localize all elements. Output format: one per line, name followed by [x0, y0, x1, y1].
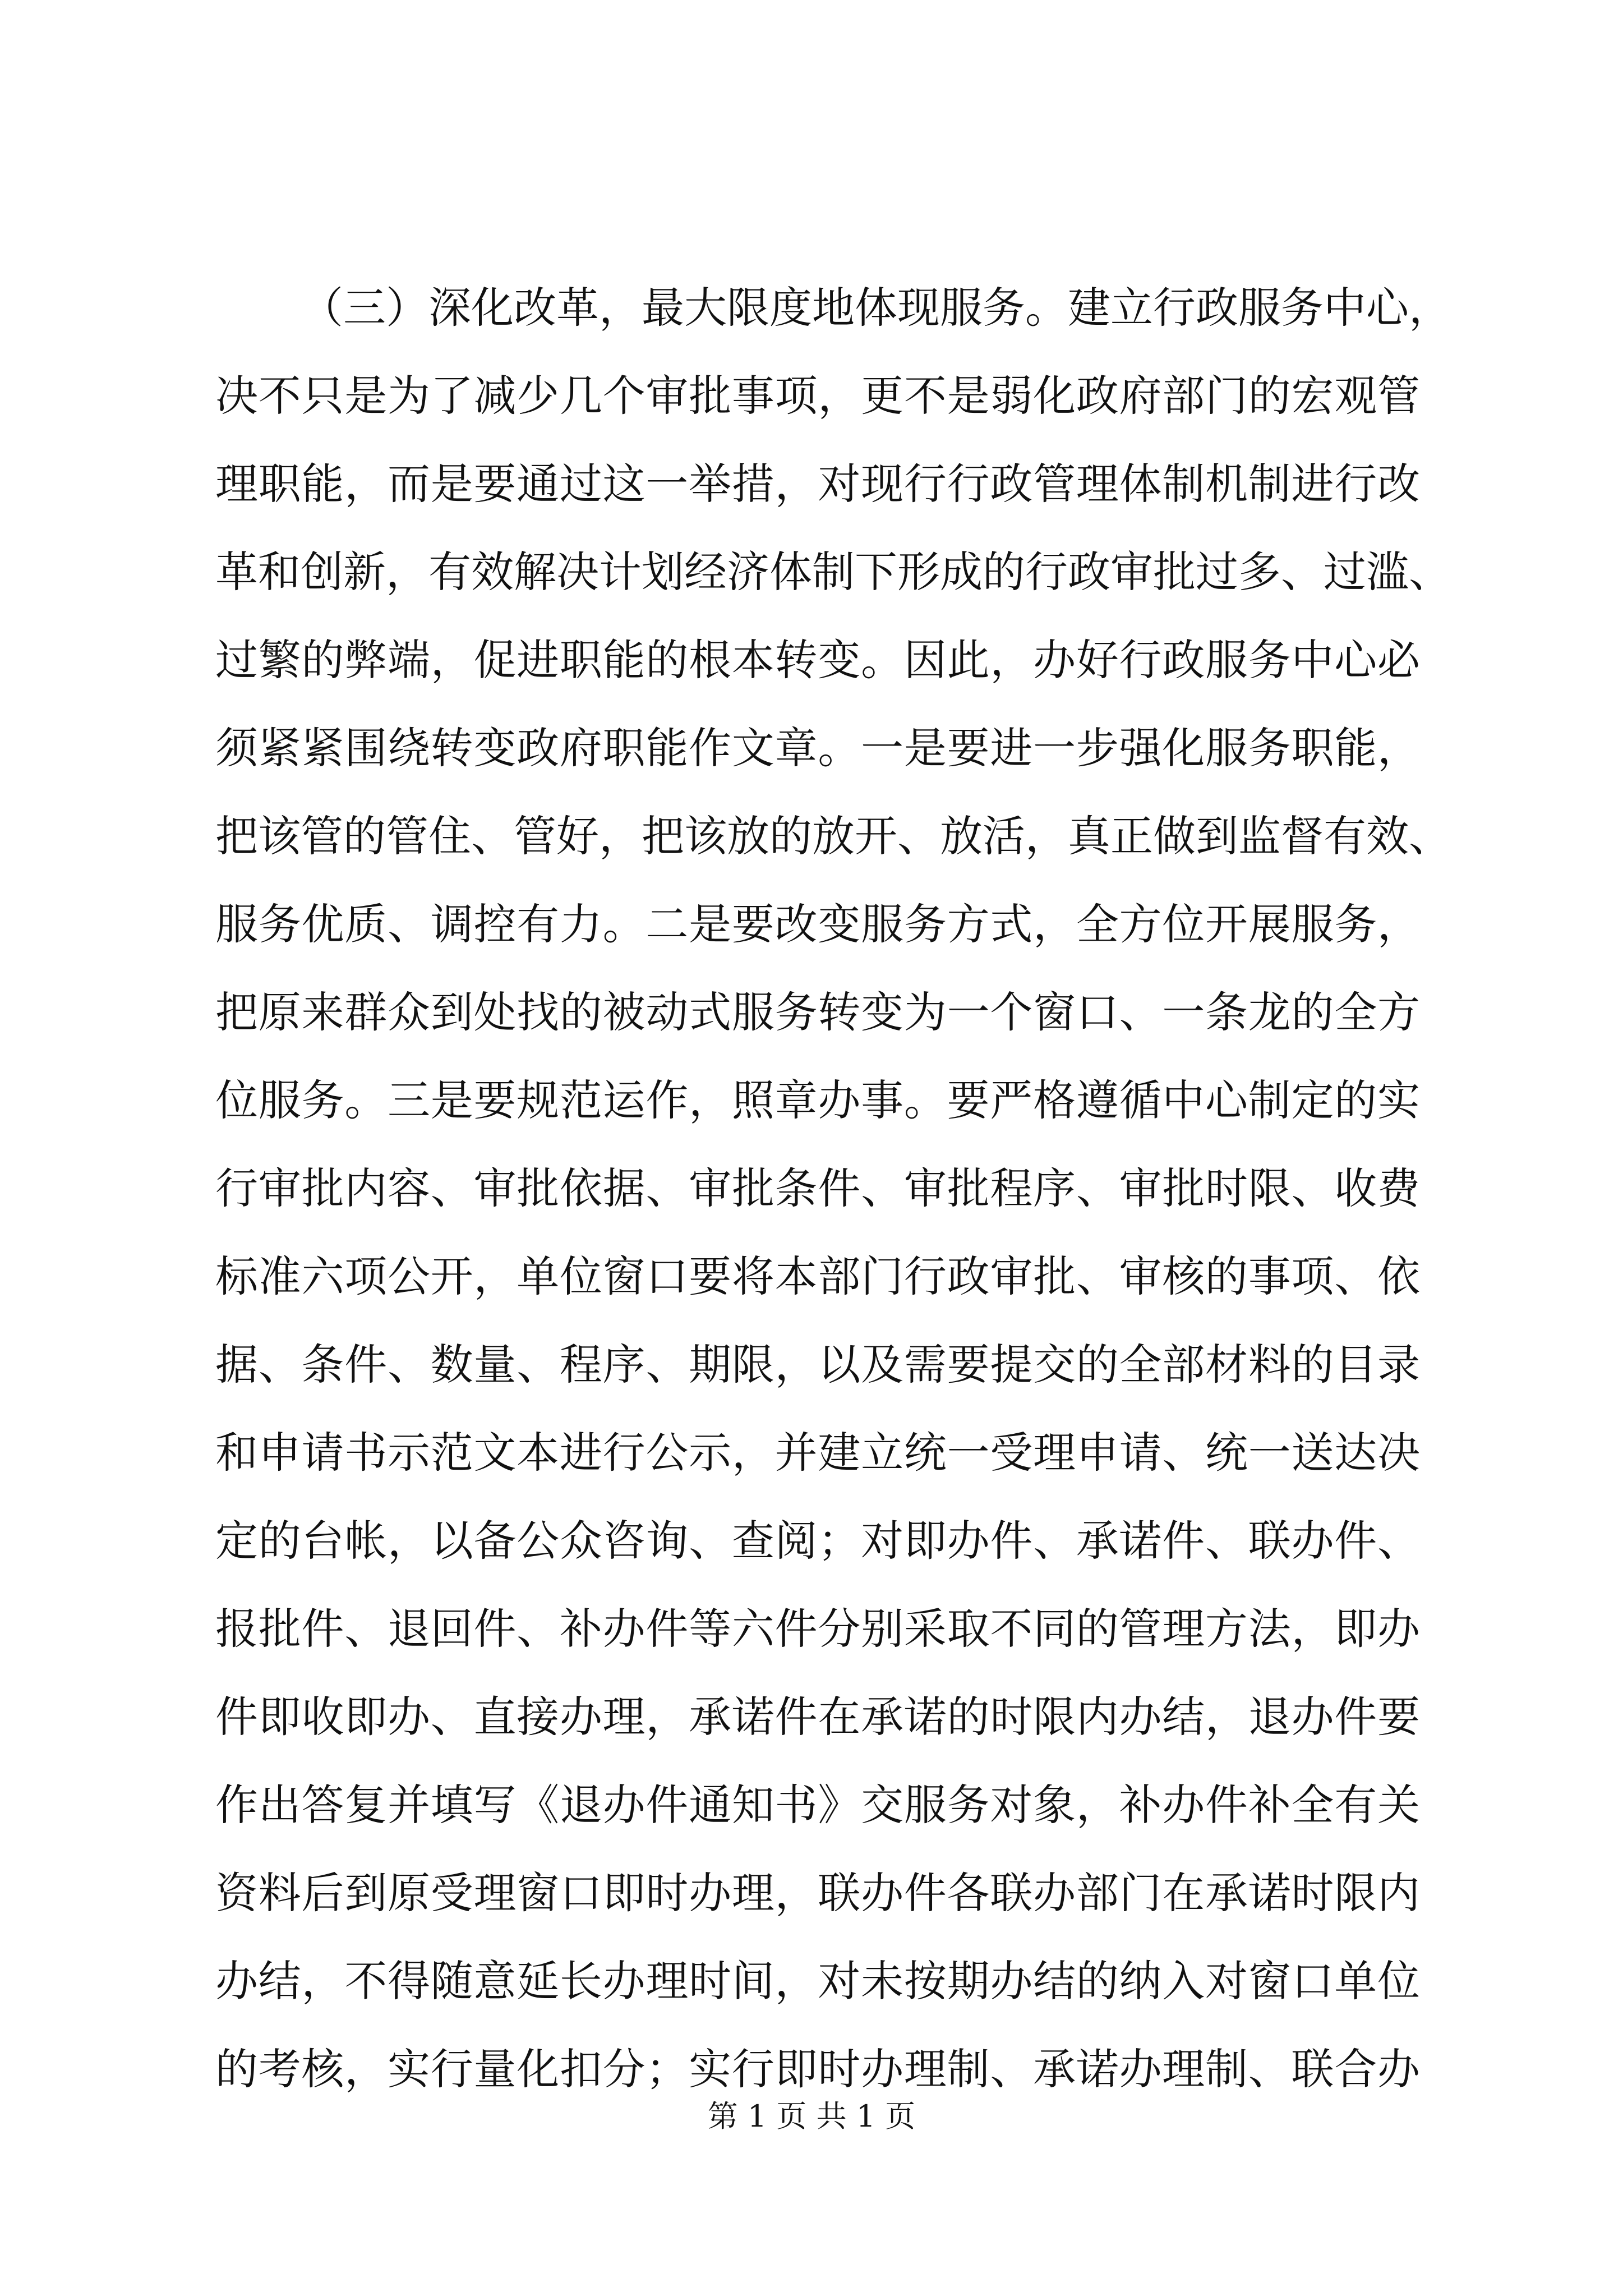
text-line: 行审批内容、审批依据、审批条件、审批程序、审批时限、收费	[215, 1163, 1420, 1213]
text-line: 的考核，实行量化扣分；实行即时办理制、承诺办理制、联合办	[215, 2044, 1420, 2094]
text-line: 把原来群众到处找的被动式服务转变为一个窗口、一条龙的全方	[215, 987, 1420, 1037]
text-line: 须紧紧围绕转变政府职能作文章。一是要进一步强化服务职能，	[215, 723, 1420, 773]
text-line: 和申请书示范文本进行公示，并建立统一受理申请、统一送达决	[215, 1428, 1420, 1478]
text-line: 报批件、退回件、补办件等六件分别采取不同的管理方法，即办	[215, 1604, 1420, 1654]
text-line: 作出答复并填写《退办件通知书》交服务对象，补办件补全有关	[215, 1780, 1420, 1830]
text-line: 服务优质、调控有力。二是要改变服务方式，全方位开展服务，	[215, 899, 1420, 949]
text-line: 过繁的弊端，促进职能的根本转变。因此，办好行政服务中心必	[215, 635, 1420, 685]
text-line: 资料后到原受理窗口即时办理，联办件各联办部门在承诺时限内	[215, 1868, 1420, 1918]
text-line: 理职能，而是要通过这一举措，对现行行政管理体制机制进行改	[215, 459, 1420, 509]
text-line: 把该管的管住、管好，把该放的放开、放活，真正做到监督有效、	[215, 811, 1451, 861]
text-line: 决不只是为了减少几个审批事项，更不是弱化政府部门的宏观管	[215, 371, 1420, 421]
text-line: （三）深化改革，最大限度地体现服务。建立行政服务中心，	[301, 283, 1451, 333]
page-number-footer: 第 1 页 共 1 页	[707, 2099, 916, 2134]
text-line: 革和创新，有效解决计划经济体制下形成的行政审批过多、过滥、	[215, 547, 1451, 597]
text-line: 据、条件、数量、程序、期限，以及需要提交的全部材料的目录	[215, 1340, 1420, 1389]
text-line: 办结，不得随意延长办理时间，对未按期办结的纳入对窗口单位	[215, 1956, 1420, 2006]
text-line: 定的台帐，以备公众咨询、查阅；对即办件、承诺件、联办件、	[215, 1516, 1420, 1566]
text-line: 件即收即办、直接办理，承诺件在承诺的时限内办结，退办件要	[215, 1692, 1420, 1742]
body-paragraph	[215, 264, 1451, 2113]
text-line: 标准六项公开，单位窗口要将本部门行政审批、审核的事项、依	[215, 1251, 1420, 1301]
text-line: 位服务。三是要规范运作，照章办事。要严格遵循中心制定的实	[215, 1075, 1420, 1125]
